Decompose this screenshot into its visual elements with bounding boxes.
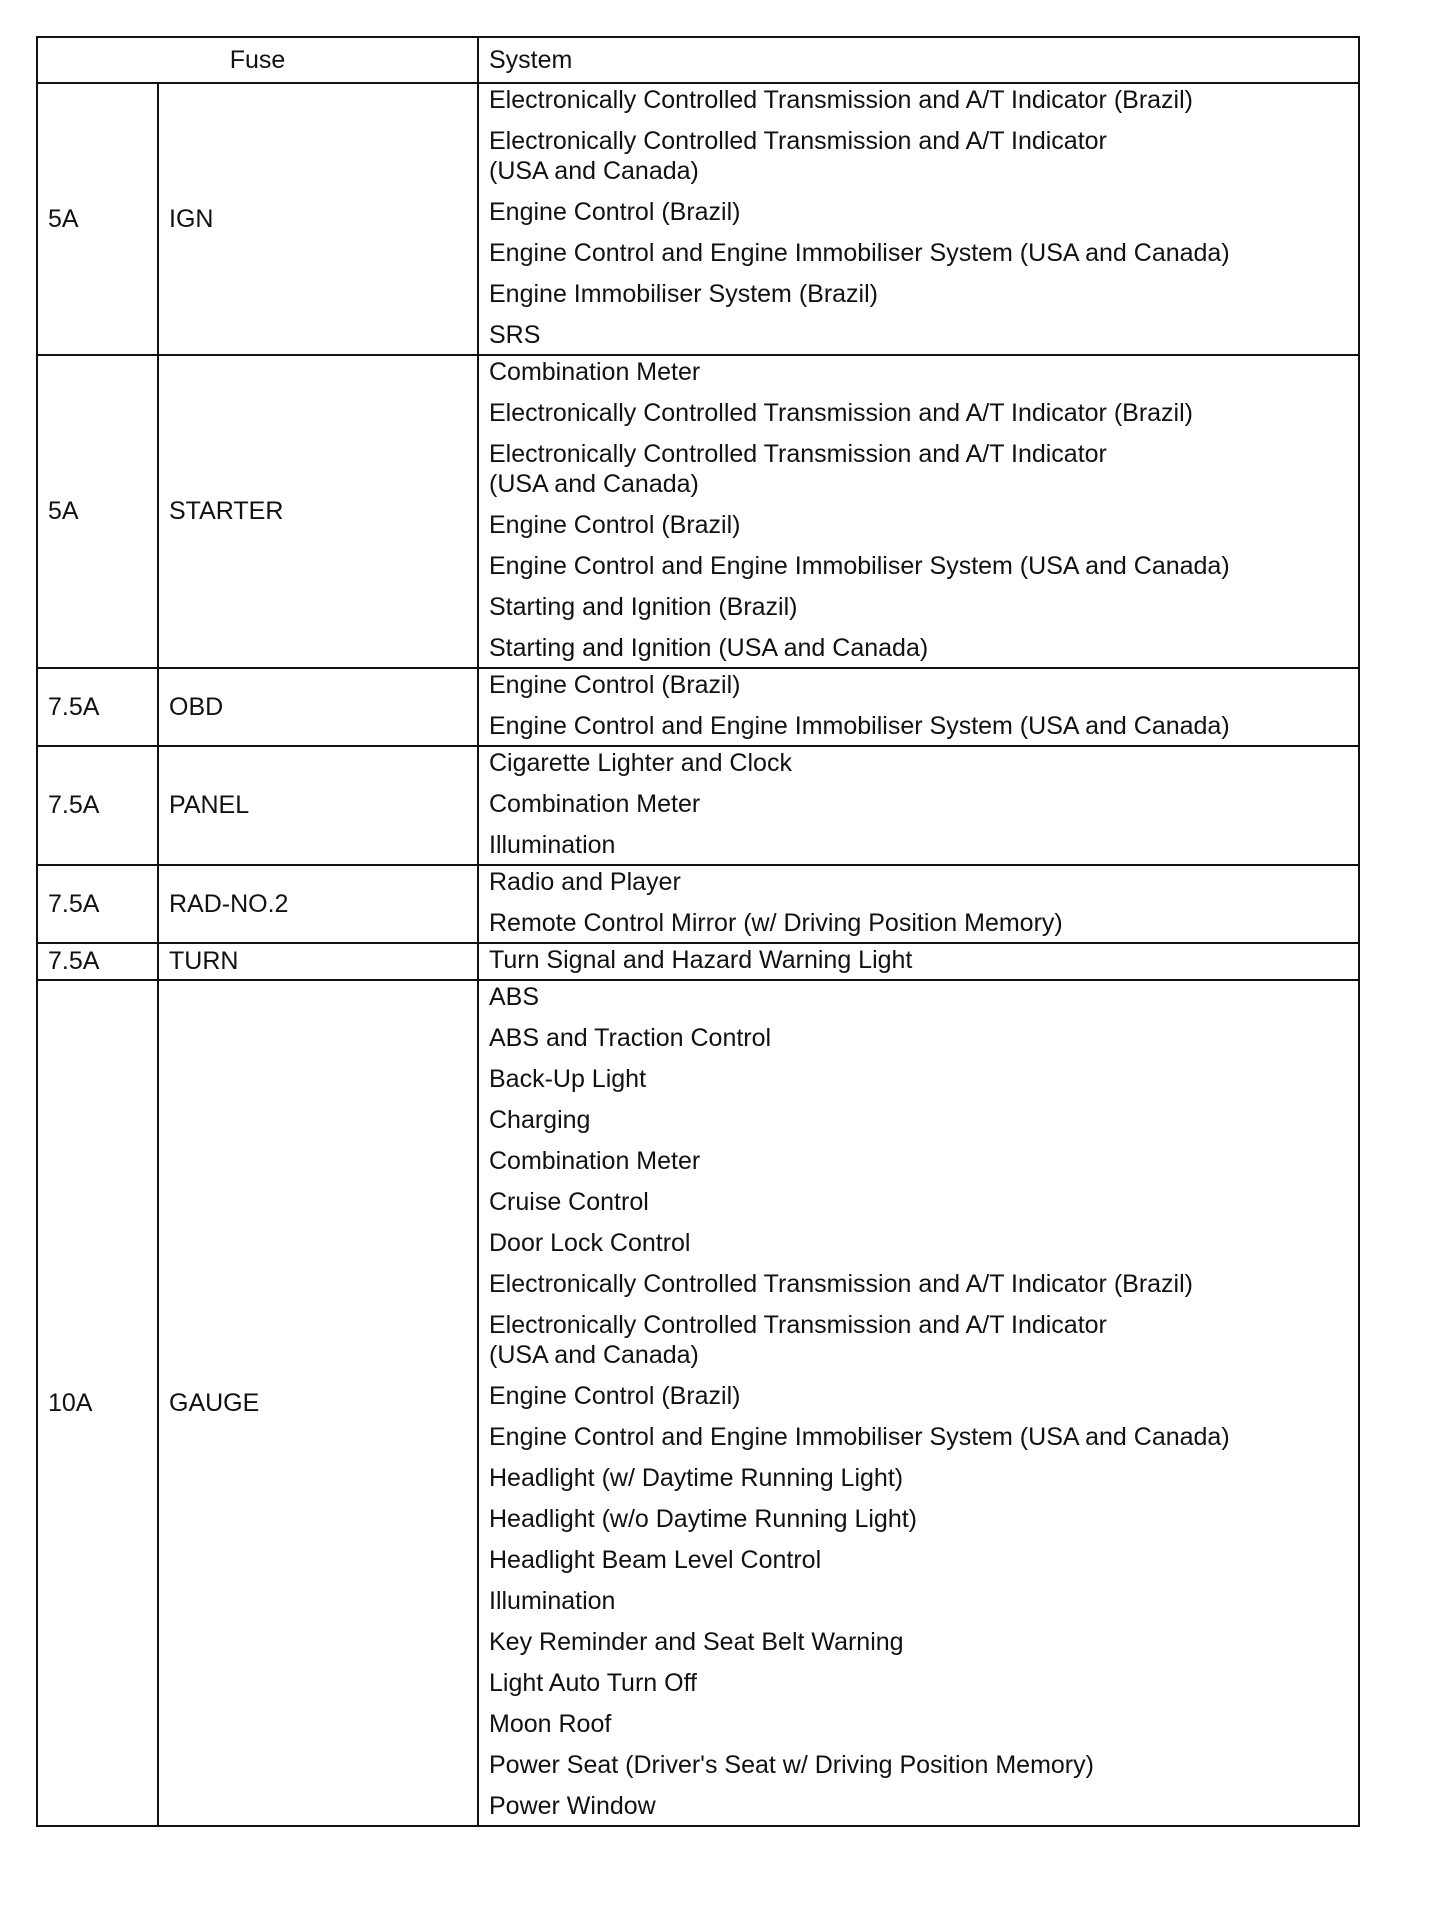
system-item: Moon Roof: [489, 1710, 612, 1738]
system-item: Combination Meter: [489, 358, 701, 386]
column-header-system: System: [478, 37, 1359, 83]
system-item: Engine Control and Engine Immobiliser System (USA and Canada): [489, 712, 1230, 740]
system-item: Turn Signal and Hazard Warning Light: [489, 946, 913, 974]
system-cell: [478, 943, 1359, 980]
system-item: Charging: [489, 1106, 591, 1134]
system-item: Remote Control Mirror (w/ Driving Position Memory): [489, 909, 1063, 937]
system-item: ABS: [489, 983, 540, 1011]
system-cell: [478, 980, 1359, 1826]
system-item: Starting and Ignition (USA and Canada): [489, 634, 929, 662]
system-list: [489, 669, 1348, 741]
fuse-name: IGN: [158, 83, 478, 355]
system-item: ABS and Traction Control: [489, 1024, 772, 1052]
system-item: Door Lock Control: [489, 1229, 691, 1257]
fuse-amperage: 10A: [37, 980, 158, 1826]
table-row: [37, 980, 1359, 1826]
system-item: Combination Meter: [489, 790, 701, 818]
system-cell: [478, 746, 1359, 865]
table-row: [37, 83, 1359, 355]
system-item: Headlight (w/ Daytime Running Light): [489, 1464, 904, 1492]
system-cell: [478, 355, 1359, 668]
fuse-amperage: 7.5A: [37, 668, 158, 746]
system-item: Electronically Controlled Transmission and A/T Indicator (USA and Canada): [489, 127, 1107, 185]
system-item: Power Seat (Driver's Seat w/ Driving Position Memory): [489, 1751, 1094, 1779]
column-header-fuse: Fuse: [37, 37, 478, 83]
table-row: [37, 865, 1359, 943]
system-item: Engine Control and Engine Immobiliser System (USA and Canada): [489, 552, 1230, 580]
fuse-name: STARTER: [158, 355, 478, 668]
system-item: Engine Control and Engine Immobiliser System (USA and Canada): [489, 1423, 1230, 1451]
system-list: [489, 356, 1348, 663]
system-item: Engine Control and Engine Immobiliser System (USA and Canada): [489, 239, 1230, 267]
table-row: [37, 746, 1359, 865]
table-header-row: [37, 37, 1359, 83]
fuse-amperage: 5A: [37, 355, 158, 668]
system-list: [489, 981, 1348, 1821]
fuse-name: TURN: [158, 943, 478, 980]
system-item: Headlight (w/o Daytime Running Light): [489, 1505, 917, 1533]
system-list: [489, 84, 1348, 350]
system-cell: [478, 865, 1359, 943]
system-item: Starting and Ignition (Brazil): [489, 593, 798, 621]
system-item: Back-Up Light: [489, 1065, 647, 1093]
system-list: [489, 944, 1348, 975]
system-list: [489, 866, 1348, 938]
fuse-name: GAUGE: [158, 980, 478, 1826]
fuse-name: RAD-NO.2: [158, 865, 478, 943]
table-row: [37, 355, 1359, 668]
system-item: Cruise Control: [489, 1188, 649, 1216]
system-item: Engine Control (Brazil): [489, 1382, 741, 1410]
fuse-name: OBD: [158, 668, 478, 746]
fuse-name: PANEL: [158, 746, 478, 865]
system-list: [489, 747, 1348, 860]
system-item: Engine Control (Brazil): [489, 671, 741, 699]
fuse-amperage: 7.5A: [37, 746, 158, 865]
system-item: Power Window: [489, 1792, 656, 1820]
system-item: Key Reminder and Seat Belt Warning: [489, 1628, 904, 1656]
system-item: Electronically Controlled Transmission and A/T Indicator (Brazil): [489, 1270, 1193, 1298]
system-cell: [478, 668, 1359, 746]
system-item: SRS: [489, 321, 541, 349]
system-item: Engine Control (Brazil): [489, 511, 741, 539]
system-item: Cigarette Lighter and Clock: [489, 749, 792, 777]
system-item: Electronically Controlled Transmission and A/T Indicator (USA and Canada): [489, 1311, 1107, 1369]
table-body: [37, 83, 1359, 1826]
system-cell: [478, 83, 1359, 355]
system-item: Light Auto Turn Off: [489, 1669, 698, 1697]
fuse-amperage: 7.5A: [37, 865, 158, 943]
system-item: Illumination: [489, 1587, 616, 1615]
system-item: Electronically Controlled Transmission and A/T Indicator (USA and Canada): [489, 440, 1107, 498]
table-row: [37, 668, 1359, 746]
system-item: Headlight Beam Level Control: [489, 1546, 822, 1574]
system-item: Engine Control (Brazil): [489, 198, 741, 226]
fuse-amperage: 5A: [37, 83, 158, 355]
system-item: Engine Immobiliser System (Brazil): [489, 280, 878, 308]
fuse-system-table: [36, 36, 1360, 1827]
system-item: Electronically Controlled Transmission and A/T Indicator (Brazil): [489, 399, 1193, 427]
system-item: Electronically Controlled Transmission and A/T Indicator (Brazil): [489, 86, 1193, 114]
system-item: Radio and Player: [489, 868, 681, 896]
fuse-amperage: 7.5A: [37, 943, 158, 980]
system-item: Illumination: [489, 831, 616, 859]
system-item: Combination Meter: [489, 1147, 701, 1175]
table-row: [37, 943, 1359, 980]
